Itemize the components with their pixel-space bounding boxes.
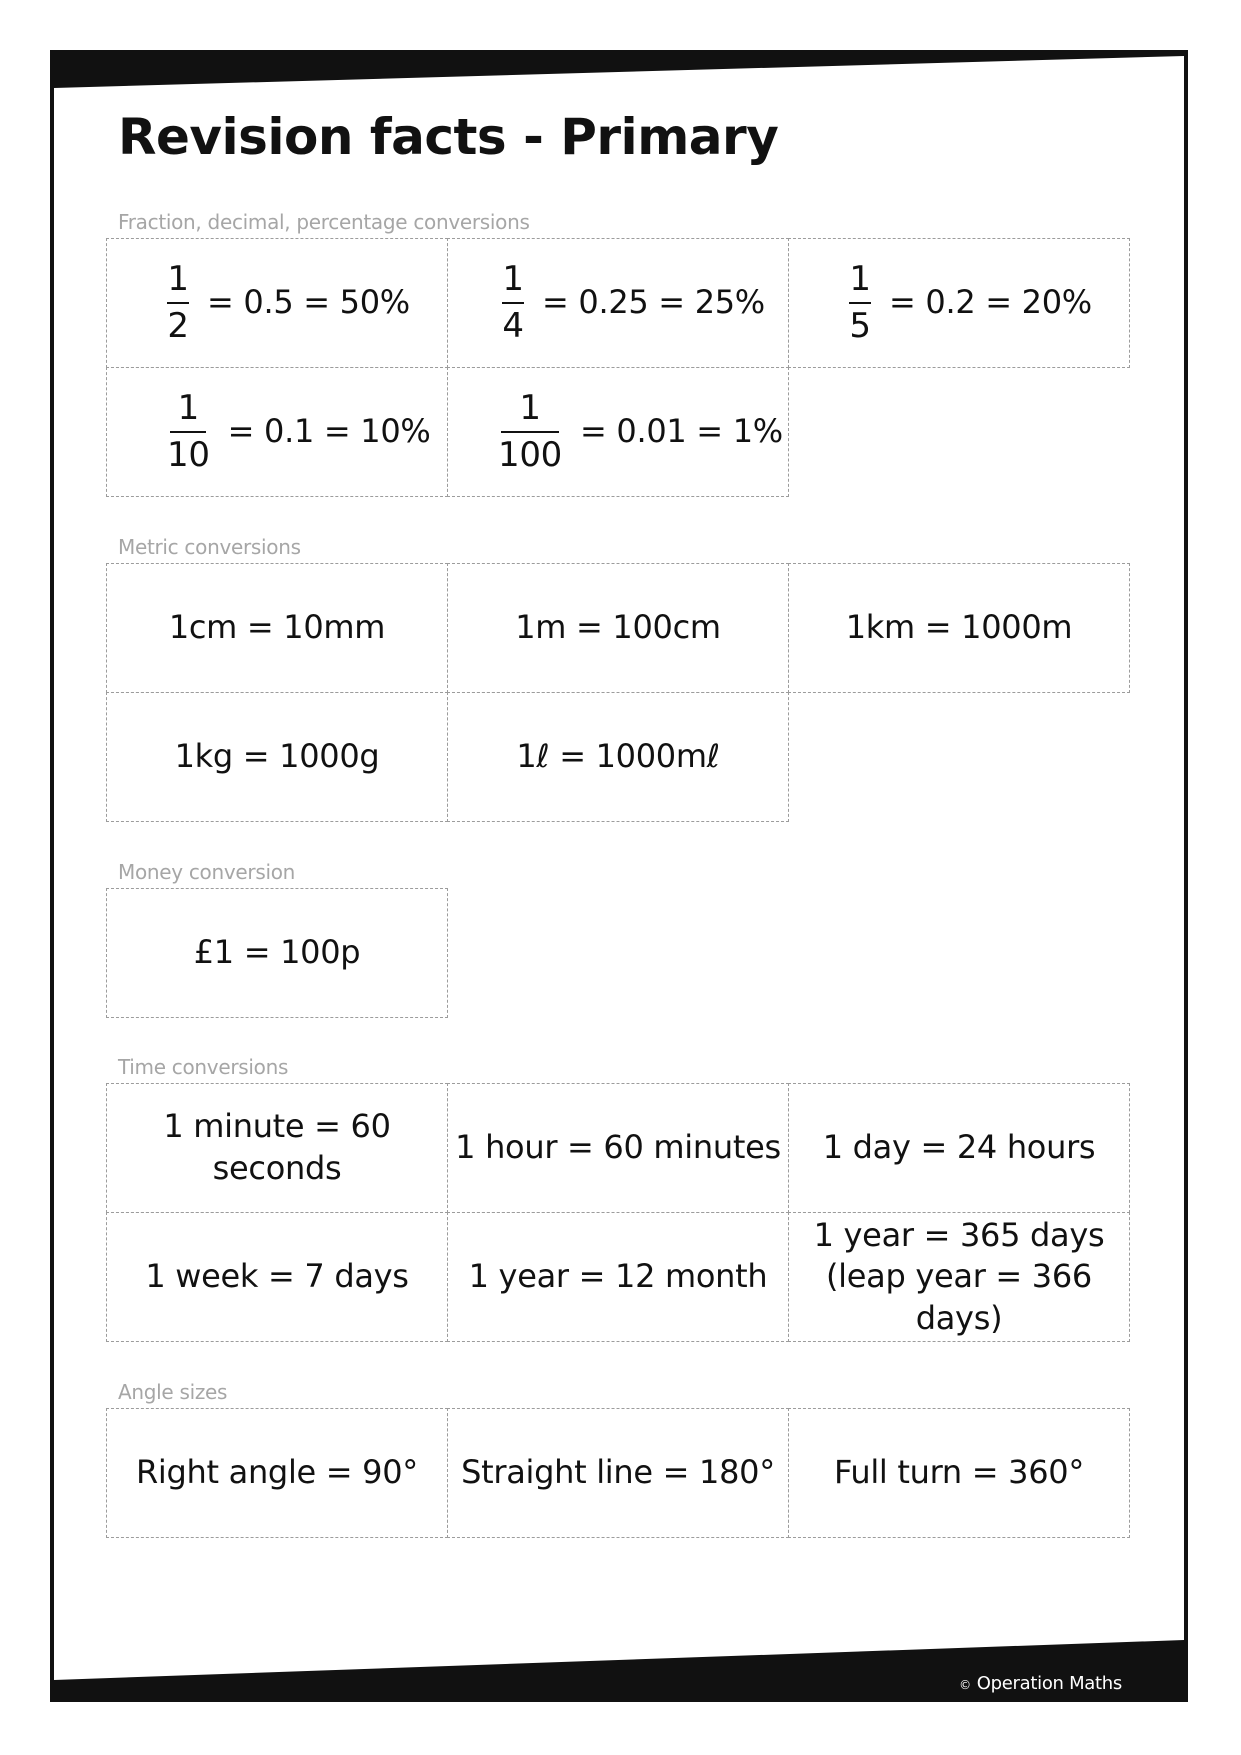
time-cell-year	[788, 1212, 1130, 1342]
metric-cell: 1kg = 1000g	[106, 692, 448, 822]
fraction	[167, 258, 189, 346]
numerator: 1	[502, 258, 524, 299]
metric-cell: 1km = 1000m	[788, 563, 1130, 693]
section-label-metric: Metric conversions	[118, 535, 301, 559]
fraction-bar	[170, 431, 206, 433]
fraction-cell-fifth	[788, 238, 1130, 368]
time-cell: 1 week = 7 days	[106, 1212, 448, 1342]
fraction-cell-tenth	[106, 367, 448, 497]
fraction-cell-hundredth	[447, 367, 789, 497]
copyright-text: Operation Maths	[976, 1673, 1122, 1694]
section-label-time: Time conversions	[118, 1055, 289, 1079]
fraction-equivalents: = 0.01 = 1%	[580, 412, 783, 451]
metric-cell: 1cm = 10mm	[106, 563, 448, 693]
fraction-equivalents: = 0.5 = 50%	[207, 283, 410, 322]
numerator: 1	[519, 387, 541, 428]
angle-cell: Straight line = 180°	[447, 1408, 789, 1538]
leap-year-days: (leap year = 366 days)	[826, 1257, 1092, 1337]
fraction-bar	[849, 302, 871, 304]
numerator: 1	[177, 387, 199, 428]
denominator: 4	[502, 306, 524, 346]
time-cell: 1 hour = 60 minutes	[447, 1083, 789, 1213]
metric-cell: 1m = 100cm	[447, 563, 789, 693]
fraction-equivalents: = 0.25 = 25%	[542, 283, 765, 322]
metric-cell: 1ℓ = 1000mℓ	[447, 692, 789, 822]
numerator: 1	[167, 258, 189, 299]
denominator: 5	[849, 306, 871, 346]
section-label-money: Money conversion	[118, 860, 296, 884]
fraction	[167, 387, 210, 475]
fraction-bar	[501, 431, 559, 433]
section-label-fractions: Fraction, decimal, percentage conversions	[118, 210, 530, 234]
angle-cell: Right angle = 90°	[106, 1408, 448, 1538]
money-cell: £1 = 100p	[106, 888, 448, 1018]
fraction	[498, 387, 562, 475]
angle-cell: Full turn = 360°	[788, 1408, 1130, 1538]
fraction	[849, 258, 871, 346]
section-label-angles: Angle sizes	[118, 1380, 228, 1404]
denominator: 2	[167, 306, 189, 346]
fraction-bar	[167, 302, 189, 304]
copyright-notice	[959, 1673, 1122, 1694]
fraction-cell-half	[106, 238, 448, 368]
denominator: 100	[498, 435, 562, 475]
page-title: Revision facts - Primary	[118, 108, 779, 166]
fraction-bar	[502, 302, 524, 304]
fraction	[502, 258, 524, 346]
fraction-cell-quarter	[447, 238, 789, 368]
time-cell: 1 day = 24 hours	[788, 1083, 1130, 1213]
numerator: 1	[849, 258, 871, 299]
copyright-icon: ©	[959, 1678, 971, 1692]
year-days: 1 year = 365 days	[813, 1215, 1105, 1254]
time-cell: 1 year = 12 month	[447, 1212, 789, 1342]
fraction-equivalents: = 0.2 = 20%	[889, 283, 1092, 322]
fraction-equivalents: = 0.1 = 10%	[227, 412, 431, 451]
denominator: 10	[167, 435, 210, 475]
time-cell: 1 minute = 60 seconds	[106, 1083, 448, 1213]
